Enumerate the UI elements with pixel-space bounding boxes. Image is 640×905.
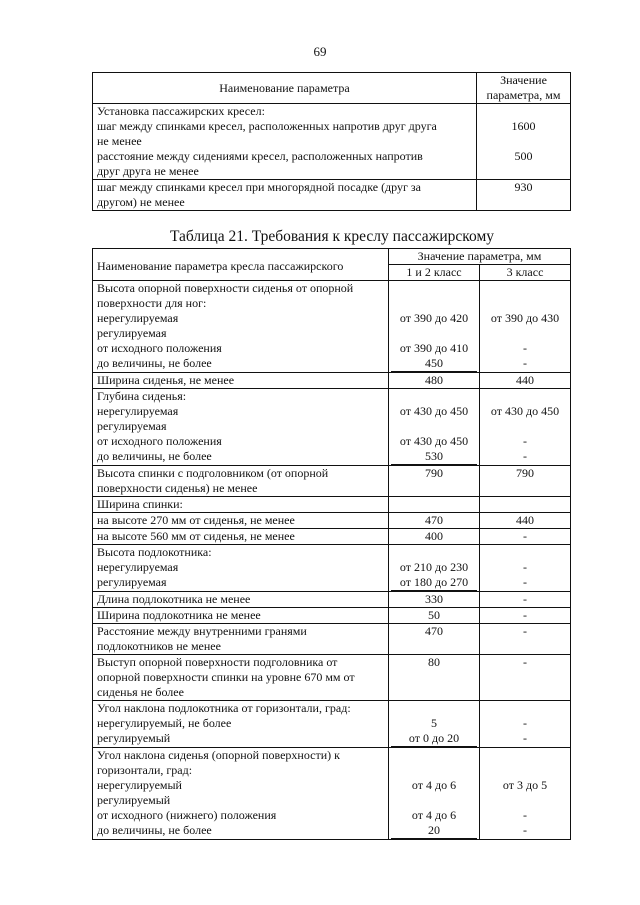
class-3-cell [480, 624, 571, 655]
param-cell [93, 748, 389, 840]
cell-line [391, 670, 477, 685]
cell-line [482, 326, 568, 341]
cell-line [391, 793, 477, 808]
header-class-3: 3 класс [480, 265, 571, 281]
cell-line: 330 [425, 592, 443, 606]
param-cell [93, 466, 389, 497]
param-cell [93, 104, 477, 180]
cell-line [482, 763, 568, 778]
param-cell [93, 281, 389, 373]
cell-line: подлокотников не менее [97, 639, 221, 653]
cell-line: - [523, 823, 527, 837]
cell-line: - [523, 808, 527, 822]
table-row [93, 180, 571, 211]
cell-line: - [523, 608, 527, 622]
class-1-2-cell [389, 624, 480, 655]
class-3-cell [480, 281, 571, 373]
cell-line: 790 [425, 466, 443, 480]
param-cell [93, 529, 389, 545]
cell-line [391, 763, 477, 778]
cell-line: поверхности сиденья) не менее [97, 481, 258, 495]
cell-line: до величины, не более [97, 823, 212, 837]
class-1-2-cell [389, 466, 480, 497]
cell-line: от 390 до 430 [490, 311, 560, 325]
cell-line: от 390 до 420 [399, 311, 469, 325]
class-3-cell [480, 373, 571, 389]
table-row [93, 701, 571, 748]
cell-line [482, 481, 568, 496]
cell-line: Угол наклона подлокотника от горизонтали, град: [97, 701, 351, 715]
cell-line [482, 748, 568, 763]
cell-line [391, 639, 477, 654]
cell-line: от 3 до 5 [502, 778, 548, 792]
top-header-value-line: Значение [500, 73, 547, 87]
cell-line [479, 195, 568, 210]
table-row [93, 592, 571, 608]
cell-line: от 210 до 230 [399, 560, 469, 574]
param-cell [93, 497, 389, 513]
cell-line: от исходного положения [97, 434, 222, 448]
top-table-header [93, 73, 571, 104]
cell-line: нерегулируемый [97, 778, 182, 792]
class-1-2-cell [389, 608, 480, 624]
class-1-2-cell [389, 389, 480, 466]
cell-line [391, 497, 477, 512]
class-1-2-cell [389, 281, 480, 373]
cell-line [482, 389, 568, 404]
class-3-cell [480, 592, 571, 608]
cell-line [482, 685, 568, 700]
param-cell [93, 624, 389, 655]
cell-line [391, 419, 477, 434]
cell-line: от 430 до 450 [399, 404, 469, 418]
cell-line: Высота подлокотника: [97, 545, 212, 559]
cell-line: шаг между спинками кресел при многорядной посадке (друг за [97, 180, 421, 194]
table-row [93, 529, 571, 545]
cell-line [482, 793, 568, 808]
cell-line [479, 164, 568, 179]
cell-line: регулируемая [97, 575, 167, 589]
class-1-2-cell [389, 497, 480, 513]
cell-line: 500 [514, 149, 533, 163]
class-3-cell [480, 701, 571, 748]
cell-line: 5 [431, 716, 437, 730]
top-header-value [477, 73, 571, 104]
cell-line: 450 [391, 356, 477, 372]
parameters-table-continued [92, 72, 571, 211]
cell-line: - [523, 560, 527, 574]
cell-line: Глубина сиденья: [97, 389, 187, 403]
cell-line: Ширина сиденья, не менее [97, 373, 235, 387]
cell-line [479, 104, 568, 119]
param-cell [93, 592, 389, 608]
table-row [93, 104, 571, 180]
cell-line [391, 281, 477, 296]
table-row [93, 373, 571, 389]
table-row [93, 624, 571, 655]
param-cell [93, 513, 389, 529]
cell-line: Ширина подлокотника не менее [97, 608, 261, 622]
cell-line: другом) не менее [97, 195, 185, 209]
cell-line: - [523, 575, 527, 589]
cell-line: - [523, 449, 527, 463]
class-3-cell [480, 655, 571, 701]
cell-line: регулируемая [97, 326, 167, 340]
top-header-value-line: параметра, мм [486, 88, 561, 102]
class-1-2-cell [389, 529, 480, 545]
table-caption: Таблица 21. Требования к креслу пассажирскому [169, 228, 495, 245]
class-1-2-cell [389, 748, 480, 840]
cell-line: регулируемая [97, 419, 167, 433]
cell-line: 470 [425, 513, 443, 527]
cell-line [482, 281, 568, 296]
cell-line: 440 [516, 373, 534, 387]
top-header-param: Наименование параметра [93, 73, 477, 104]
cell-line: 400 [425, 529, 443, 543]
cell-line: от 0 до 20 [391, 731, 477, 747]
cell-line: нерегулируемая [97, 560, 179, 574]
cell-line [391, 481, 477, 496]
cell-line: - [523, 731, 527, 745]
class-1-2-cell [389, 655, 480, 701]
cell-line [482, 701, 568, 716]
cell-line [482, 296, 568, 311]
param-cell [93, 389, 389, 466]
param-cell [93, 701, 389, 748]
class-3-cell [480, 497, 571, 513]
cell-line: 470 [425, 624, 443, 638]
cell-line: 440 [516, 513, 534, 527]
main-table-body [93, 281, 571, 840]
cell-line: поверхности для ног: [97, 296, 207, 310]
class-3-cell [480, 513, 571, 529]
cell-line: 1600 [511, 119, 536, 133]
value-cell [477, 180, 571, 211]
cell-line: регулируемый [97, 793, 171, 807]
class-1-2-cell [389, 545, 480, 592]
cell-line: Выступ опорной поверхности подголовника от [97, 655, 338, 669]
header-class-1-2: 1 и 2 класс [389, 265, 480, 281]
cell-line: от 4 до 6 [411, 808, 457, 822]
cell-line: - [523, 655, 527, 669]
cell-line: 790 [516, 466, 534, 480]
cell-line: до величины, не более [97, 356, 212, 370]
cell-line: - [523, 356, 527, 370]
cell-line: от 4 до 6 [411, 778, 457, 792]
cell-line [391, 326, 477, 341]
class-3-cell [480, 389, 571, 466]
table-row [93, 608, 571, 624]
cell-line [482, 497, 568, 512]
cell-line: Высота опорной поверхности сиденья от опорной [97, 281, 354, 295]
param-cell [93, 545, 389, 592]
cell-line [391, 545, 477, 560]
cell-line: регулируемый [97, 731, 171, 745]
class-1-2-cell [389, 513, 480, 529]
cell-line [391, 701, 477, 716]
cell-line: на высоте 270 мм от сиденья, не менее [97, 513, 295, 527]
cell-line: сиденья не более [97, 685, 184, 699]
table-row [93, 281, 571, 373]
cell-line [482, 545, 568, 560]
cell-line: Угол наклона сиденья (опорной поверхности) к [97, 748, 340, 762]
table-row [93, 466, 571, 497]
value-cell [477, 104, 571, 180]
cell-line: нерегулируемая [97, 311, 179, 325]
table-row [93, 655, 571, 701]
cell-line [391, 389, 477, 404]
cell-line: нерегулируемая [97, 404, 179, 418]
class-1-2-cell [389, 701, 480, 748]
cell-line: горизонтали, град: [97, 763, 193, 777]
cell-line: - [523, 624, 527, 638]
cell-line: от исходного положения [97, 341, 222, 355]
main-table-header [93, 249, 571, 281]
table-row [93, 389, 571, 466]
table-row [93, 545, 571, 592]
cell-line: Ширина спинки: [97, 497, 183, 511]
cell-line: 530 [391, 449, 477, 465]
table-row [93, 513, 571, 529]
cell-line [482, 639, 568, 654]
cell-line: до величины, не более [97, 449, 212, 463]
param-cell [93, 373, 389, 389]
cell-line: 50 [428, 608, 440, 622]
cell-line: Установка пассажирских кресел: [97, 104, 265, 118]
class-3-cell [480, 529, 571, 545]
param-cell [93, 655, 389, 701]
cell-line [391, 685, 477, 700]
cell-line: - [523, 434, 527, 448]
class-1-2-cell [389, 373, 480, 389]
table-row [93, 497, 571, 513]
cell-line: Расстояние между внутренними гранями [97, 624, 307, 638]
header-param-name: Наименование параметра кресла пассажирского [93, 249, 389, 281]
page-number: 69 [313, 44, 327, 59]
cell-line: друг друга не менее [97, 164, 199, 178]
cell-line: - [523, 592, 527, 606]
seat-requirements-table [92, 248, 571, 840]
cell-line: от исходного (нижнего) положения [97, 808, 277, 822]
cell-line: 480 [425, 373, 443, 387]
cell-line: расстояние между сидениями кресел, расположенных напротив [97, 149, 423, 163]
cell-line: от 430 до 450 [490, 404, 560, 418]
cell-line [482, 670, 568, 685]
top-table-body [93, 104, 571, 211]
cell-line: от 180 до 270 [391, 575, 477, 591]
class-3-cell [480, 545, 571, 592]
cell-line: Длина подлокотника не менее [97, 592, 251, 606]
cell-line [391, 296, 477, 311]
cell-line: 930 [514, 180, 533, 194]
param-cell [93, 180, 477, 211]
cell-line: от 430 до 450 [399, 434, 469, 448]
cell-line: опорной поверхности спинки на уровне 670 мм от [97, 670, 355, 684]
cell-line: нерегулируемый, не более [97, 716, 232, 730]
cell-line: шаг между спинками кресел, расположенных напротив друг друга [97, 119, 437, 133]
cell-line: Высота спинки с подголовником (от опорной [97, 466, 329, 480]
cell-line: не менее [97, 134, 142, 148]
class-3-cell [480, 748, 571, 840]
class-3-cell [480, 608, 571, 624]
cell-line: от 390 до 410 [399, 341, 469, 355]
cell-line [479, 134, 568, 149]
cell-line: - [523, 716, 527, 730]
header-value-group: Значение параметра, мм [389, 249, 571, 265]
cell-line: - [523, 341, 527, 355]
cell-line: - [523, 529, 527, 543]
class-1-2-cell [389, 592, 480, 608]
cell-line [391, 748, 477, 763]
cell-line: 80 [428, 655, 440, 669]
cell-line: 20 [391, 823, 477, 839]
class-3-cell [480, 466, 571, 497]
table-row [93, 748, 571, 840]
cell-line: на высоте 560 мм от сиденья, не менее [97, 529, 295, 543]
cell-line [482, 419, 568, 434]
param-cell [93, 608, 389, 624]
